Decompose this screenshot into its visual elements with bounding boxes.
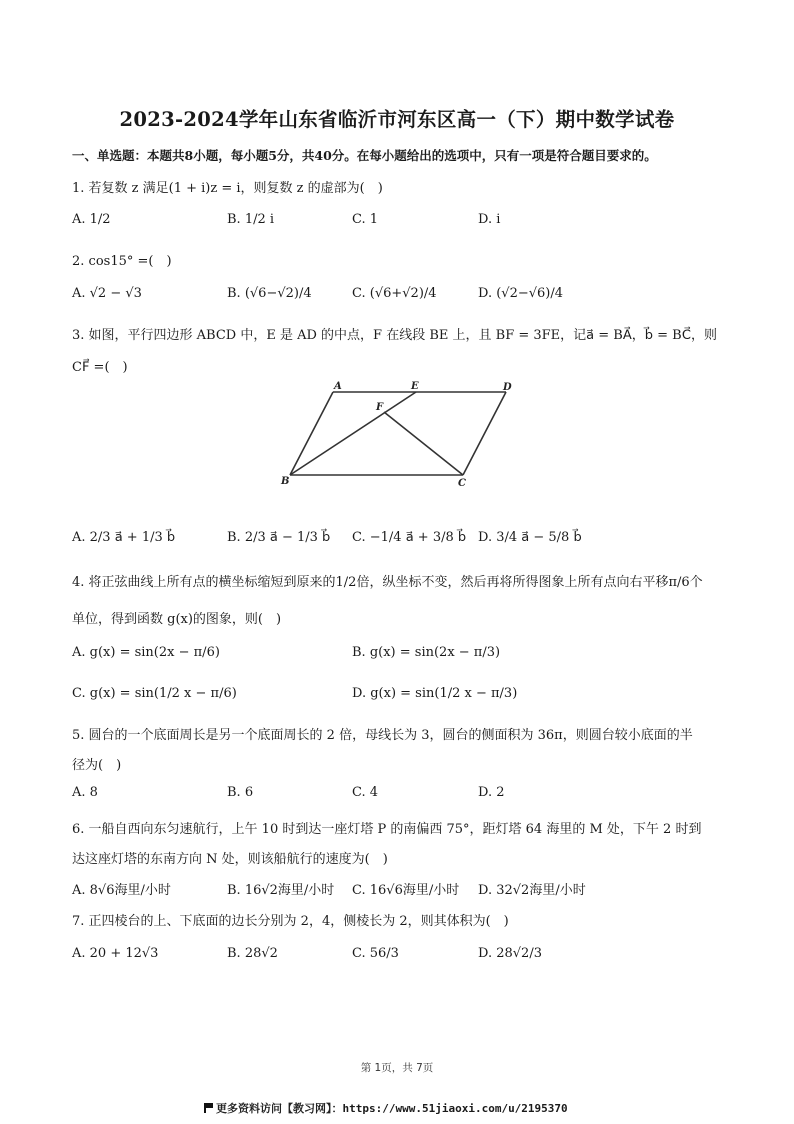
q7-option-d[interactable]: D. 28√2/3: [478, 946, 542, 961]
question-2-text: 2. cos15° =( ): [72, 254, 172, 269]
segment-be: [290, 392, 416, 475]
q7-option-b[interactable]: B. 28√2: [227, 946, 278, 961]
q5-option-d[interactable]: D. 2: [478, 785, 505, 800]
q2-option-d[interactable]: D. (√2−√6)/4: [478, 286, 564, 301]
q6-option-d[interactable]: D. 32√2海里/小时: [478, 883, 586, 898]
flag-icon: [204, 1103, 213, 1113]
q1-option-a[interactable]: A. 1/2: [72, 212, 111, 227]
label-b: B: [281, 476, 290, 487]
q7-option-c[interactable]: C. 56/3: [352, 946, 399, 961]
q1-option-d[interactable]: D. i: [478, 212, 501, 227]
label-d: D: [503, 382, 512, 393]
question-6-line-1: 6. 一船自西向东匀速航行，上午 10 时到达一座灯塔 P 的南偏西 75°，距灯塔 64 海里的 M 处，下午 2 时到: [72, 822, 702, 837]
question-1-text: 1. 若复数 z 满足(1 + i)z = i，则复数 z 的虚部为( ): [72, 181, 383, 196]
q5-option-a[interactable]: A. 8: [72, 785, 98, 800]
parallelogram-figure: [278, 378, 518, 488]
q6-option-a[interactable]: A. 8√6海里/小时: [72, 883, 171, 898]
label-a: A: [334, 381, 342, 392]
label-e: E: [411, 381, 419, 392]
segment-cf: [384, 412, 463, 475]
label-c: C: [458, 478, 466, 488]
q3-option-c[interactable]: C. −1/4 a⃗ + 3/8 b⃗: [352, 530, 467, 545]
q2-option-b[interactable]: B. (√6−√2)/4: [227, 286, 312, 301]
question-5-line-2: 径为( ): [72, 758, 122, 773]
q4-option-b[interactable]: B. g(x) = sin(2x − π/3): [352, 645, 501, 660]
q1-option-b[interactable]: B. 1/2 i: [227, 212, 275, 227]
promo-banner: [204, 1100, 568, 1116]
q3-option-b[interactable]: B. 2/3 a⃗ − 1/3 b⃗: [227, 530, 331, 545]
question-1: [72, 177, 383, 196]
question-4-line-1: 4. 将正弦曲线上所有点的横坐标缩短到原来的1/2倍，纵坐标不变，然后再将所得图象上所有点向右平移π/6个: [72, 575, 703, 590]
page-footer: 第 1页，共 7页: [360, 1062, 434, 1074]
promo-link[interactable]: https://www.51jiaoxi.com/u/2195370: [342, 1102, 568, 1115]
q4-option-c[interactable]: C. g(x) = sin(1/2 x − π/6): [72, 686, 237, 701]
label-f: F: [376, 402, 384, 413]
q4-option-d[interactable]: D. g(x) = sin(1/2 x − π/3): [352, 686, 518, 701]
question-2: [72, 250, 172, 269]
q1-option-c[interactable]: C. 1: [352, 212, 379, 227]
section-heading: 一、单选题：本题共8小题，每小题5分，共40分。在每小题给出的选项中，只有一项是符合题目要求的。: [72, 148, 657, 163]
page-title: 2023-2024学年山东省临沂市河东区高一（下）期中数学试卷: [119, 108, 675, 131]
question-7-text: 7. 正四棱台的上、下底面的边长分别为 2，4，侧棱长为 2，则其体积为( ): [72, 914, 509, 929]
question-7: [72, 910, 509, 929]
question-4-line-2: 单位，得到函数 g(x)的图象，则( ): [72, 612, 282, 627]
q2-option-c[interactable]: C. (√6+√2)/4: [352, 286, 437, 301]
q3-option-d[interactable]: D. 3/4 a⃗ − 5/8 b⃗: [478, 530, 582, 545]
q3-option-a[interactable]: A. 2/3 a⃗ + 1/3 b⃗: [72, 530, 176, 545]
q6-option-b[interactable]: B. 16√2海里/小时: [227, 883, 335, 898]
question-3-line-1: 3. 如图，平行四边形 ABCD 中，E 是 AD 的中点，F 在线段 BE 上，且 BF = 3FE，记a⃗ = BA⃗，b⃗ = BC⃗，则: [72, 328, 718, 343]
q2-option-a[interactable]: A. √2 − √3: [72, 286, 142, 301]
question-5-line-1: 5. 圆台的一个底面周长是另一个底面周长的 2 倍，母线长为 3，圆台的侧面积为 36π，则圆台较小底面的半: [72, 728, 693, 743]
question-3-line-2: CF⃗ =( ): [72, 360, 128, 375]
q4-option-a[interactable]: A. g(x) = sin(2x − π/6): [72, 645, 220, 660]
q7-option-a[interactable]: A. 20 + 12√3: [72, 946, 159, 961]
edge-cd: [463, 392, 506, 475]
question-6-line-2: 达这座灯塔的东南方向 N 处，则该船航行的速度为( ): [72, 852, 388, 867]
promo-prefix: 更多资料访问【教习网】：: [216, 1102, 343, 1115]
q6-option-c[interactable]: C. 16√6海里/小时: [352, 883, 460, 898]
q5-option-c[interactable]: C. 4: [352, 785, 379, 800]
q5-option-b[interactable]: B. 6: [227, 785, 254, 800]
edge-ab: [290, 392, 333, 475]
